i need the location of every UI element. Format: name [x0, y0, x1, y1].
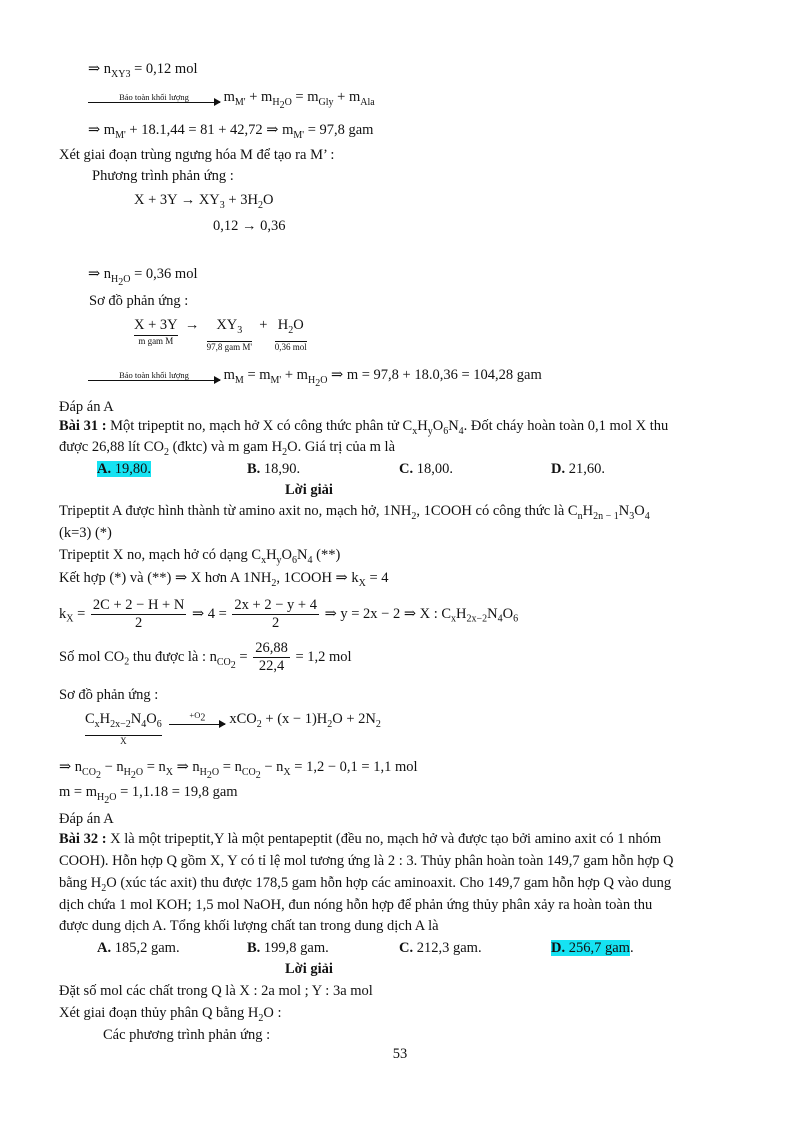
q31-sol-1: Tripeptit A được hình thành từ amino axit no, mạch hở, $1NH_2$, 1COOH có công thức là $C_nH_{2n - 1}N_3O_4$ [59, 503, 650, 522]
q32-text-1: Bài 32 : X là một tripeptit,Y là một pentapeptit (đều no, mạch hở và được tạo bởi amino axit có 1 nhóm [59, 831, 662, 847]
co2-moles: Số mol $CO_2$ thu được là : $n_{CO_2}$ = $\frac{26,88}{22,4}$ = 1,2 mol [59, 640, 352, 674]
moles-difference: ⇒ $n_{CO_2} - n_{H_2O} = n_X$ ⇒ $n_{H_2O} = n_{CO_2} - n_X = 1,2 - 0,1 = 1,1$ mol [59, 759, 418, 781]
q32-option-a: A. 185,2 gam. [97, 940, 180, 956]
q32-text-5: được dung dịch A. Tổng khối lượng chất tan trong dung dịch A là [59, 918, 439, 934]
page-number: 53 [392, 1046, 408, 1062]
q31-sol-4: Kết hợp (*) và (**) ⇒ X hơn A $1NH_2$, 1COOH ⇒ $k_X = 4$ [59, 570, 389, 589]
k-formula: $k_X$ = $\frac{2C + 2 - H + N}{2}$ ⇒ 4 = $\frac{2x + 2 - y + 4}{2}$ ⇒ y = 2x − 2 ⇒ X : $C_xH_{2x-2}N_4O_6$ [59, 597, 519, 631]
equation-values: 0,12 → 0,36 [213, 218, 286, 234]
equation-title: Phương trình phản ứng : [92, 168, 234, 184]
reaction-scheme: X + 3Y m gam M → $XY_3$ 97,8 gam M' + $H_2O$ 0,36 mol [134, 317, 307, 352]
q31-option-d: D. 21,60. [551, 461, 605, 477]
q32-option-d: D. 256,7 gam. [551, 940, 634, 956]
q32-text-2: COOH). Hỗn hợp Q gồm X, Y có tỉ lệ mol tương ứng là 2 : 3. Thủy phân hoàn toàn 149,7 gam hỗn hợp Q [59, 853, 674, 869]
q31-sol-2: (k=3) (*) [59, 525, 112, 541]
q32-option-c: C. 212,3 gam. [399, 940, 482, 956]
mass-balance-line-2: Bảo toàn khối lượng $m_M = m_{M'} + m_{H_2O}$ ⇒ m = 97,8 + 18.0,36 = 104,28 gam [88, 366, 542, 393]
q31-answer: Đáp án A [59, 811, 114, 827]
q32-text-4: dịch chứa 1 mol KOH; 1,5 mol NaOH, đun nóng hỗn hợp để phản ứng thủy phân xảy ra hoàn toàn thu [59, 897, 653, 913]
nh2o-line: ⇒ $n_{H_2O} = 0,36$ mol [88, 266, 198, 288]
stage-text: Xét giai đoạn trùng ngưng hóa M để tạo ra M’ : [59, 147, 335, 163]
q31-option-b: B. 18,90. [247, 461, 301, 477]
q32-text-3: bằng $H_2O$ (xúc tác axit) thu được 178,5 gam hỗn hợp các aminoaxit. Cho 149,7 gam hỗn hợp Q vào dung [59, 875, 672, 894]
q32-sol-2: Xét giai đoạn thủy phân Q bằng $H_2O$ : [59, 1005, 282, 1024]
mass-water: $m = m_{H_2O} = 1,1.18 = 19,8$ gam [59, 784, 238, 806]
q31-solution-title: Lời giải [285, 482, 333, 498]
mass-balance-line-1: Bảo toàn khối lượng $m_{M'} + m_{H_2O} = m_{Gly} + m_{Ala}$ [88, 88, 375, 115]
q31-sol-3: Tripeptit X no, mạch hở có dạng $C_xH_yO_6N_4$ (**) [59, 547, 341, 566]
q32-solution-title: Lời giải [285, 961, 333, 977]
nxy3-line: ⇒ $n_{XY3} = 0,12$ mol [88, 61, 198, 80]
q32-sol-1: Đặt số mol các chất trong Q là X : 2a mol ; Y : 3a mol [59, 983, 373, 999]
combustion-scheme: $C_xH_{2x-2}N_4O_6$ X $+O_2$ $xCO_2 + (x - 1)H_2O + 2N_2$ [85, 710, 381, 746]
q31-option-c: C. 18,00. [399, 461, 453, 477]
q32-option-b: B. 199,8 gam. [247, 940, 329, 956]
q31-text-1: Bài 31 : Một tripeptit no, mạch hở X có công thức phân tử $C_xH_yO_6N_4$. Đốt cháy hoàn toàn 0,1 mol X thu [59, 418, 669, 437]
mass-result-line: ⇒ $m_{M'} + 18.1,44 = 81 + 42,72$ ⇒ $m_{M'} = 97,8$ gam [88, 122, 374, 141]
scheme-title: Sơ đồ phản ứng : [89, 293, 189, 309]
q31-scheme-title: Sơ đồ phản ứng : [59, 687, 159, 703]
q31-text-2: được 26,88 lít $CO_2$ (đktc) và m gam $H_2O$. Giá trị của m là [59, 439, 396, 458]
q31-option-a: A. 19,80. [97, 461, 151, 477]
equation: $X + 3Y \to XY_3 + 3H_2O$ [134, 192, 274, 211]
arrow-label: Bảo toàn khối lượng [119, 92, 189, 103]
q32-sol-3: Các phương trình phản ứng : [103, 1027, 271, 1043]
answer-a: Đáp án A [59, 399, 114, 415]
